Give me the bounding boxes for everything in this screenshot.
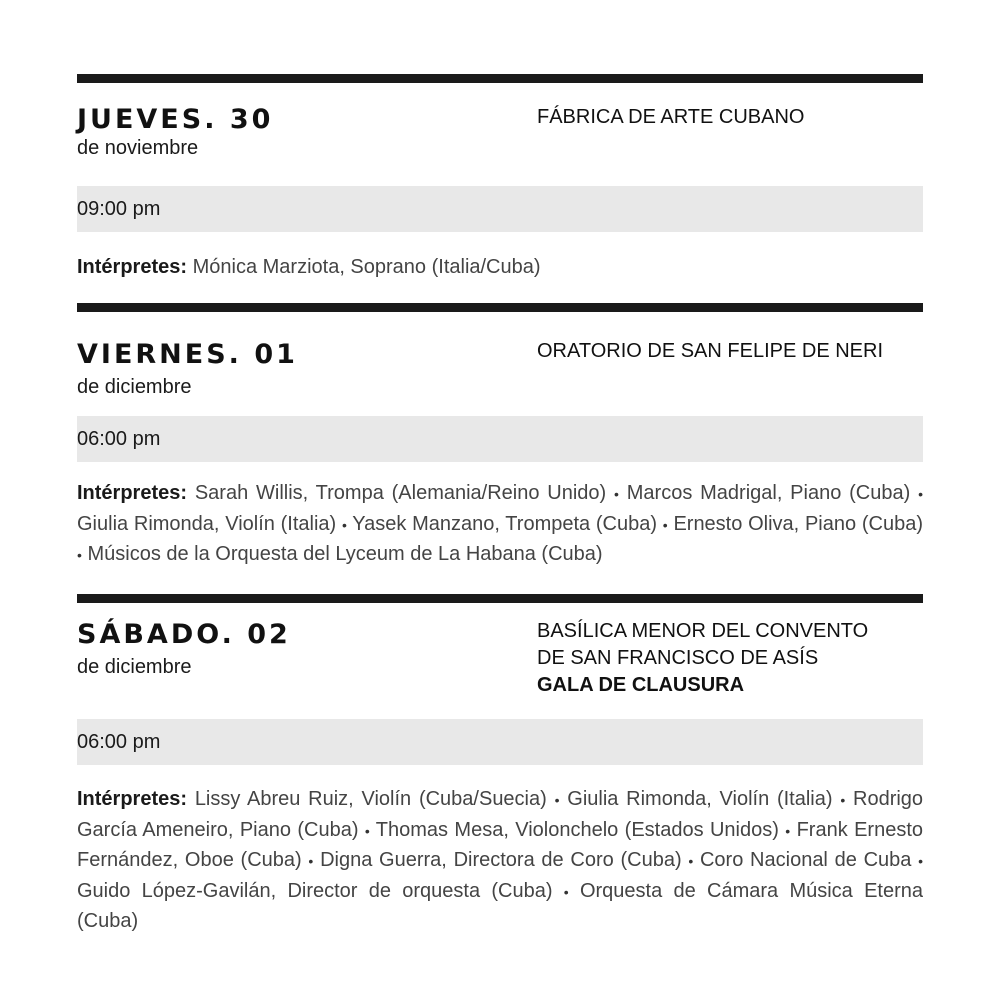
event-time: 06:00 pm <box>77 731 161 753</box>
bullet-separator: • <box>918 486 923 502</box>
event-time-bar <box>77 719 923 765</box>
event-venue <box>537 104 927 131</box>
bullet-separator: • <box>614 486 619 502</box>
performers-label: Intérpretes: <box>77 482 188 504</box>
venue-line: DE SAN FRANCISCO DE ASÍS <box>537 647 819 669</box>
performer: Marcos Madrigal, Piano (Cuba) <box>626 482 911 504</box>
event-time-bar <box>77 186 923 232</box>
venue-gala-label: GALA DE CLAUSURA <box>537 674 745 696</box>
bullet-separator: • <box>840 792 846 808</box>
bullet-separator: • <box>563 883 569 900</box>
event-performers <box>77 253 923 283</box>
event-month: de diciembre <box>77 656 192 678</box>
event-time-bar <box>77 416 923 462</box>
event-performers <box>77 479 923 571</box>
performer: Orquesta de Cámara Música Eterna (Cuba) <box>77 879 923 932</box>
event-day: SÁBADO. 02 <box>77 619 291 650</box>
bullet-separator: • <box>662 516 668 533</box>
event-performers <box>77 785 923 937</box>
bullet-separator: • <box>77 547 82 563</box>
performer: Sarah Willis, Trompa (Alemania/Reino Unido) <box>194 482 607 504</box>
section-divider <box>77 74 923 83</box>
venue-line: BASÍLICA MENOR DEL CONVENTO <box>537 620 869 642</box>
bullet-separator: • <box>918 853 924 869</box>
bullet-separator: • <box>688 853 694 869</box>
bullet-separator: • <box>364 822 370 839</box>
performer: Giulia Rimonda, Violín (Italia) <box>567 788 833 810</box>
performer: Giulia Rimonda, Violín (Italia) <box>77 512 337 535</box>
event-day: JUEVES. 30 <box>77 104 274 135</box>
event-month: de diciembre <box>77 376 192 398</box>
performer: Guido López-Gavilán, Director de orquesta (Cuba) <box>77 879 553 902</box>
event-time: 06:00 pm <box>77 428 161 450</box>
performers-label: Intérpretes: <box>77 788 188 810</box>
section-divider <box>77 303 923 312</box>
bullet-separator: • <box>308 853 314 869</box>
performer: Yasek Manzano, Trompeta (Cuba) <box>352 512 658 535</box>
performer: Coro Nacional de Cuba <box>699 849 912 871</box>
event-month: de noviembre <box>77 137 199 159</box>
performer: Rodrigo García Ameneiro, Piano (Cuba) <box>77 788 924 841</box>
performer: Frank Ernesto Fernández, Oboe (Cuba) <box>77 818 924 871</box>
performer: Mónica Marziota, Soprano (Italia/Cuba) <box>192 256 541 278</box>
event-time: 09:00 pm <box>77 198 161 220</box>
bullet-separator: • <box>785 822 791 839</box>
event-venue <box>537 618 927 699</box>
venue-line: ORATORIO DE SAN FELIPE DE NERI <box>537 340 883 362</box>
performer: Digna Guerra, Directora de Coro (Cuba) <box>320 849 682 871</box>
venue-line: FÁBRICA DE ARTE CUBANO <box>537 106 805 128</box>
performer: Thomas Mesa, Violonchelo (Estados Unidos) <box>375 818 779 841</box>
event-venue <box>537 338 927 365</box>
bullet-separator: • <box>554 792 560 808</box>
bullet-separator: • <box>341 516 347 533</box>
event-day: VIERNES. 01 <box>77 339 298 370</box>
performer: Lissy Abreu Ruiz, Violín (Cuba/Suecia) <box>194 788 547 810</box>
section-divider <box>77 594 923 603</box>
performer: Músicos de la Orquesta del Lyceum de La Habana (Cuba) <box>87 543 603 565</box>
performer: Ernesto Oliva, Piano (Cuba) <box>673 512 924 535</box>
performers-label: Intérpretes: <box>77 256 188 278</box>
